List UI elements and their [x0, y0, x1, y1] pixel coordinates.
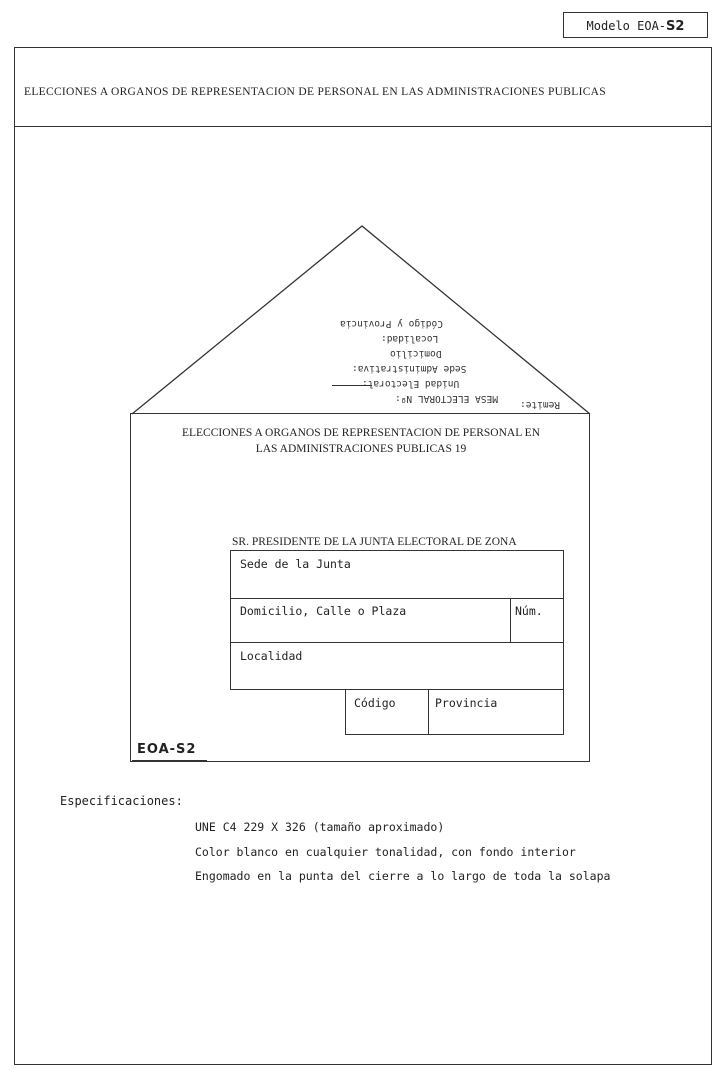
flap-line: Domicilio: [390, 348, 442, 359]
envelope-code-underline: [132, 760, 207, 761]
num-field: [510, 598, 564, 643]
flap-underline: [332, 385, 372, 386]
envelope-title-line: ELECCIONES A ORGANOS DE REPRESENTACION DE PERSONAL EN: [181, 427, 541, 439]
spec-line: UNE C4 229 X 326 (tamaño aproximado): [195, 820, 445, 834]
num-label: Núm.: [515, 604, 543, 618]
flap-line: Sede Administrativa:: [352, 363, 467, 374]
envelope-title-line: LAS ADMINISTRACIONES PUBLICAS 19: [255, 443, 467, 455]
provincia-label: Provincia: [435, 696, 498, 710]
codigo-field: [345, 689, 429, 735]
flap-line: Unidad Electoral:: [362, 378, 460, 389]
domicilio-label: Domicilio, Calle o Plaza: [240, 604, 407, 618]
envelope-title: [135, 425, 587, 457]
flap-line: Localidad:: [381, 333, 439, 344]
model-label-prefix: Modelo EOA-: [586, 19, 667, 33]
flap-remite: Remite:: [520, 399, 561, 410]
spec-line: Engomado en la punta del cierre a lo largo de toda la solapa: [195, 869, 611, 883]
addressee-title: SR. PRESIDENTE DE LA JUNTA ELECTORAL DE ZONA: [232, 536, 517, 548]
provincia-field: [428, 689, 564, 735]
envelope-code: EOA-S2: [137, 742, 197, 757]
flap-line: Código y Provincia: [340, 318, 443, 329]
spec-line: Color blanco en cualquier tonalidad, con fondo interior: [195, 845, 576, 859]
codigo-label: Código: [354, 696, 396, 710]
localidad-label: Localidad: [240, 649, 303, 663]
localidad-field: [230, 642, 564, 690]
header-title: ELECCIONES A ORGANOS DE REPRESENTACION DE PERSONAL EN LAS ADMINISTRACIONES PUBLICAS: [24, 86, 606, 98]
sede-field: [230, 550, 564, 599]
model-label-code: S2: [666, 19, 685, 34]
flap-line: MESA ELECTORAL Nº:: [395, 393, 498, 404]
domicilio-field: [230, 598, 511, 643]
sede-label: Sede de la Junta: [240, 557, 351, 571]
specifications-title: Especificaciones:: [60, 794, 183, 808]
